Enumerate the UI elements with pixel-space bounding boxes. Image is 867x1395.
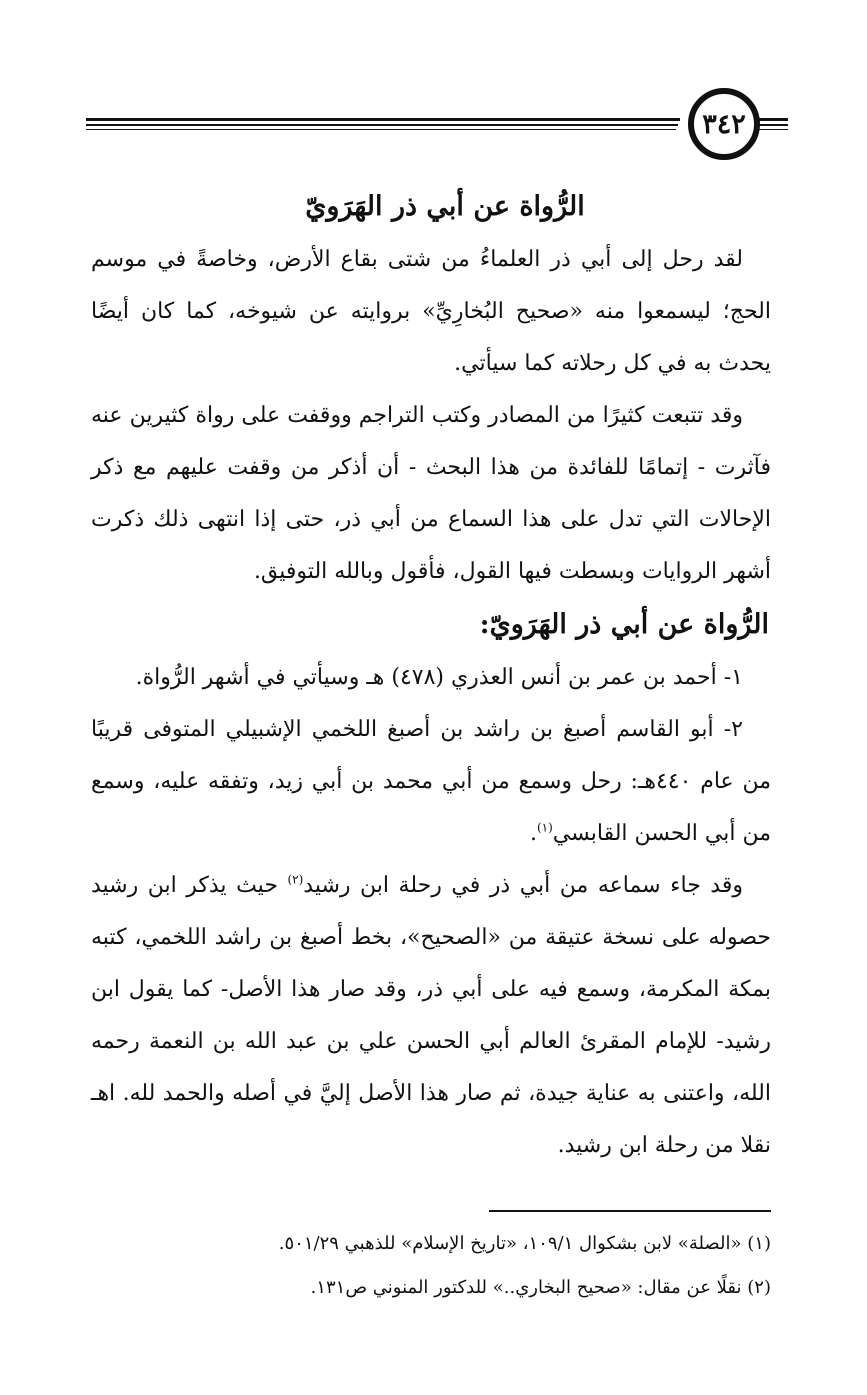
header-rule <box>758 129 788 130</box>
header-rule <box>86 118 680 121</box>
footnotes <box>91 1222 771 1310</box>
page-content <box>91 180 771 1172</box>
list-item-text: ٢- أبو القاسم أصبغ بن راشد بن أصبغ اللخمي الإشبيلي المتوفى قريبًا من عام ٤٤٠هـ: رحل وسمع من أبي محمد بن أبي زيد، وتفقه عليه، وسمع من أبي الحسن القابسي <box>91 717 771 846</box>
header-rule <box>86 129 676 130</box>
paragraph: وقد تتبعت كثيرًا من المصادر وكتب التراجم ووقفت على رواة كثيرين عنه فآثرت - إتمامًا للفائدة من هذا البحث - أن أذكر من وقفت عليهم مع ذكر الإحالات التي تدل على هذا السماع من أبي ذر، حتى إذا انتهى ذلك ذكرت أشهر الروايات وبسطت فيها القول، فأقول وبالله التوفيق. <box>91 403 771 584</box>
page-title: الرُّواة عن أبي ذر الهَرَويّ <box>305 191 585 222</box>
page-number-badge <box>688 88 760 160</box>
paragraph-text: حيث يذكر ابن رشيد حصوله على نسخة عتيقة من «الصحيح»، بخط أصبغ بن راشد اللخمي، كتبه بمكة المكرمة، وسمع فيه على أبي ذر، وقد صار هذا الأصل- كما يقول ابن رشيد- للإمام المقرئ العالم أبي الحسن علي بن عبد الله بن النعمة رحمه الله، واعتنى به عناية جيدة، ثم صار هذا الأصل إليَّ في أصله والحمد لله. اهـ نقلا من رحلة ابن رشيد. <box>91 873 771 1158</box>
list-item-end: . <box>529 821 537 846</box>
paragraph <box>91 860 771 1172</box>
header-rule <box>86 124 678 126</box>
list-item-text: ١- أحمد بن عمر بن أنس العذري (٤٧٨) هـ وسيأتي في أشهر الرُّواة. <box>135 665 743 690</box>
paragraph: لقد رحل إلى أبي ذر العلماءُ من شتى بقاع الأرض، وخاصةً في موسم الحج؛ ليسمعوا منه «صحيح البُخارِيِّ» بروايته عن شيوخه، كما كان أيضًا يحدث به في كل رحلاته كما سيأتي. <box>91 247 771 376</box>
footnote: (٢) نقلًا عن مقال: «صحيح البخاري..» للدكتور المنوني ص١٣١. <box>310 1277 771 1298</box>
section-heading: الرُّواة عن أبي ذر الهَرَويّ: <box>479 609 769 640</box>
header-rule <box>758 124 788 126</box>
header-rule <box>758 118 788 121</box>
footnote-reference[interactable]: (١) <box>536 820 553 835</box>
paragraph-text: وقد جاء سماعه من أبي ذر في رحلة ابن رشيد <box>303 873 743 898</box>
footnote-reference[interactable]: (٢) <box>287 872 304 887</box>
footnote: (١) «الصلة» لابن بشكوال ١٠٩/١، «تاريخ الإسلام» للذهبي ٥٠١/٢٩. <box>278 1233 771 1254</box>
list-item <box>91 704 771 860</box>
list-item <box>91 652 771 704</box>
footnote-divider <box>489 1210 771 1212</box>
page-header <box>86 88 788 158</box>
page-number: ٣٤٢ <box>702 108 746 140</box>
